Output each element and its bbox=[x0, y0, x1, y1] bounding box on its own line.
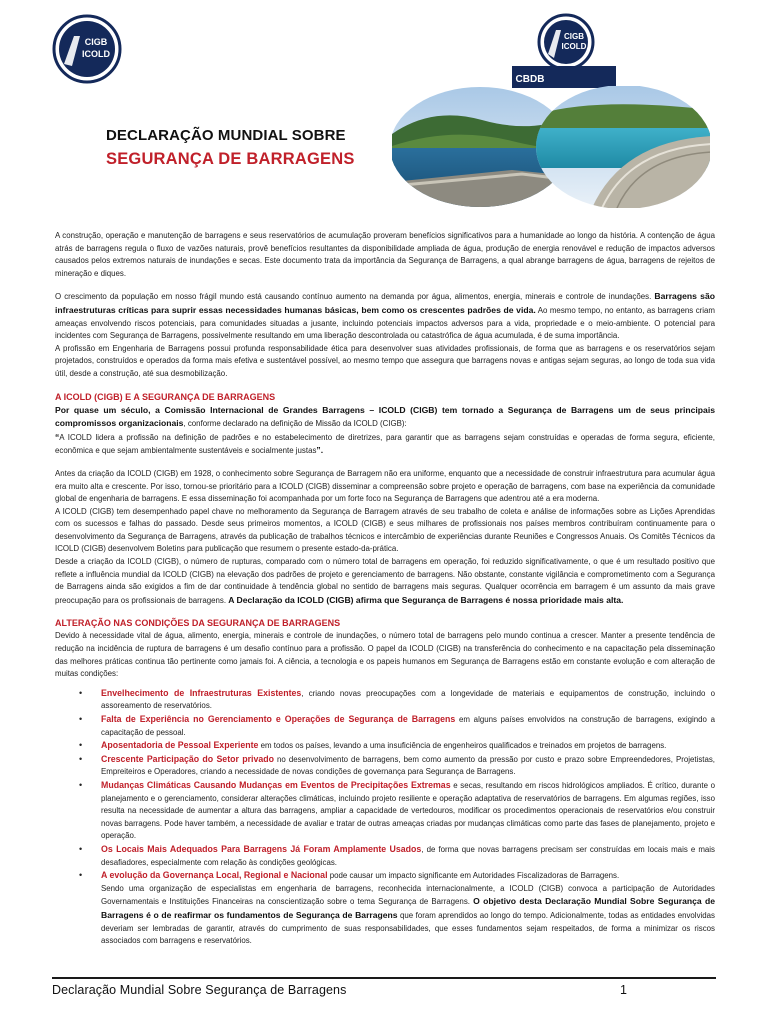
section1-lead-bold: Por quase um século, a Comissão Internacional de Grandes Barragens – ICOLD (CIGB) tem tornado a Segurança de Barragens um de seus principais compromissos organizacionais bbox=[55, 404, 715, 429]
logo-text-cigb: CIGB bbox=[564, 32, 584, 41]
intro-paragraph-2 bbox=[55, 290, 715, 342]
list-item-text: em todos os países, levando a uma insuficiência de engenheiros qualificados e treinados em projetos de barragens. bbox=[258, 741, 667, 751]
document-body bbox=[55, 230, 715, 948]
list-item bbox=[55, 869, 715, 883]
section1-lead bbox=[55, 404, 715, 431]
list-item-text: pode causar um impacto significante em Autoridades Fiscalizadoras de Barragens. bbox=[327, 871, 620, 881]
list-item-title: Falta de Experiência no Gerenciamento e Operações de Segurança de Barragens bbox=[101, 714, 456, 724]
list-item-title: Mudanças Climáticas Causando Mudanças em Eventos de Precipitações Extremas bbox=[101, 779, 451, 790]
logo-text-cigb: CIGB bbox=[84, 37, 108, 47]
section1-p4-start: Desde a criação da ICOLD (CIGB), o número de rupturas, comparado com o número total de barragens em operação, foi reduzido significativamente, o que é um resultado positivo que reflete a influência mundial da ICOLD (CIGB) na elevação dos padrões de projeto e gerenciamento de barragens. Não obstante, constante vigilância e comprometimento com a Segurança de Barragens ainda são exigidos a fim de dar continuidade à tendência global no sentido de barragens mais seguras. Qualquer ocorrência em barragem é um assunto da mais grave preocupação para os profissionais de barragens. bbox=[55, 557, 715, 605]
list-item-text: , criando novas preocupações com a longevidade de materiais e equipamentos de construção, incluindo o assoreamento de reservatórios. bbox=[101, 688, 716, 711]
bullet-icon: • bbox=[79, 714, 83, 724]
bullet-icon: • bbox=[79, 740, 83, 751]
section1-paragraph-3: A ICOLD (CIGB) tem desempenhado papel chave no melhoramento da Segurança de Barragem através de seu trabalho de coleta e análise de informações sobre as Lições Aprendidas com os sucessos e falhas do passado. Desde seus primeiros momentos, a ICOLD (CIGB) e seus milhares de profissionais nos países membros contribuíram continuamente para o desenvolvimento da Segurança de Barragens, através da publicação de trabalhos técnicos e intercâmbio de experiências durante Reuniões e Congressos Anuais. Os Comitês Técnicos da ICOLD (CIGB) desenvolvem Boletins para publicação que resumem o presente estado-da-prática. bbox=[55, 506, 715, 554]
list-item bbox=[55, 713, 715, 739]
bullet-icon: • bbox=[79, 779, 83, 790]
bullet-icon: • bbox=[79, 687, 83, 698]
dam-photo-illustration bbox=[392, 86, 710, 208]
quote-close-mark: ”. bbox=[316, 445, 324, 456]
list-item bbox=[55, 843, 715, 869]
footer-title: Declaração Mundial Sobre Segurança de Barragens bbox=[52, 983, 347, 997]
intro-p2-start: O crescimento da população em nosso frágil mundo está causando contínuo aumento na demanda por água, alimentos, energia, minerais e controle de inundações. bbox=[55, 292, 655, 302]
list-item-title: Os Locais Mais Adequados Para Barragens Já Foram Amplamente Usados bbox=[101, 843, 422, 854]
list-item-title: Aposentadoria de Pessoal Experiente bbox=[101, 740, 259, 751]
section1-p4-emphasis: A Declaração da ICOLD (CIGB) afirma que Segurança de Barragens é nossa prioridade mais alta. bbox=[228, 594, 624, 605]
section2-intro: Devido à necessidade vital de água, alimento, energia, minerais e controle de inundações, o número total de barragens pelo mundo continua a crescer. Manter a presente tendência de redução na incidência de ruptura de barragens é um desafio contínuo para a profissão. O papel da ICOLD (CIGB) na transferência do conhecimento e na capacitação pela disseminação das melhores práticas continua tão pertinente como jamais foi. A ciência, a tecnologia e os papeis humanos em Segurança de Barragens estão em constante evolução e com alteração de muitas condições: bbox=[55, 631, 715, 679]
list-item bbox=[55, 753, 715, 779]
bullet-icon: • bbox=[79, 843, 83, 854]
list-item-text: no desenvolvimento de barragens, bem como aumento da pressão por custo e prazo sobre Empreendedores, Projetistas, Empreiteiros e Operadores, criando a necessidade de novas condições de governança para Segurança de Barragens. bbox=[101, 754, 715, 777]
cbdb-logo-right bbox=[508, 12, 618, 92]
intro-p2-emphasis: Barragens são infraestruturas críticas para suprir essas necessidades humanas básicas, bem como os crescentes padrões de vida. bbox=[55, 291, 715, 315]
conditions-list bbox=[55, 687, 715, 883]
logo-text-icold: ICOLD bbox=[561, 42, 587, 51]
logo-text-cbdb: CBDB bbox=[515, 74, 545, 85]
section-title-conditions: ALTERAÇÃO NAS CONDIÇÕES DA SEGURANÇA DE BARRAGENS bbox=[55, 618, 341, 629]
bullet-icon: • bbox=[79, 753, 83, 764]
icold-logo-left bbox=[52, 14, 122, 84]
list-item-text: em alguns países envolvidos na construção de barragens, exigindo a capacitação de pessoal. bbox=[101, 715, 715, 737]
list-item bbox=[55, 779, 715, 843]
list-item-title: Crescente Participação do Setor privado bbox=[101, 753, 274, 764]
intro-paragraph-3: A profissão em Engenharia de Barragens possui profunda responsabilidade ética para desenvolver suas atividades profissionais, de forma que as barragens e os reservatórios sejam projetados, construídos e operados da forma mais efetiva e sustentável possível, ao mesmo tempo que assegura que barragens novas e antigas sejam seguras, ao longo de toda sua vida útil, desde a construção, até sua desmobilização. bbox=[55, 343, 715, 378]
intro-paragraph-1: A construção, operação e manutenção de barragens e seus reservatórios de acumulação proveram benefícios significativos para a humanidade ao longo da história. A contenção de água atrás de barragens regula o fluxo de vazões naturais, provê benefícios resultantes da disponibilidade ampliada de água, produção de energia renovável e redução de impactos adversos causados pelos extremos naturais de inundações e secas. Este documento trata da importância da Segurança de Barragens, a qual abrange barragens de água, barragens de rejeitos de mineração e diques. bbox=[55, 231, 715, 278]
closing-start: Sendo uma organização de especialistas em engenharia de barragens, reconhecida internacionalmente, a ICOLD (CIGB) convoca a participação de Autoridades Governamentais e Instituições Financeiras na conscientização sobre o tema Segurança de Barragens. bbox=[101, 883, 715, 907]
section1-paragraph-2: Antes da criação da ICOLD (CIGB) em 1928, o conhecimento sobre Segurança de Barragem não era uniforme, enquanto que a necessidade de construir infraestrutura para acumular água era muito alta e crescente. Por isso, tornou-se prioritário para a ICOLD (CIGB) disseminar a compreensão sobre projeto e operação de barragens, com base na experiência da comunidade global de engenharia de barragens. E essa disseminação foi acompanhada por um forte foco na Segurança de Barragens que adentrou até a era moderna. bbox=[55, 468, 715, 504]
mission-quote bbox=[55, 431, 715, 458]
section1-paragraph-4 bbox=[55, 556, 715, 607]
section2-closing bbox=[55, 883, 715, 948]
section-title-icold: A ICOLD (CIGB) E A SEGURANÇA DE BARRAGENS bbox=[55, 391, 276, 402]
section1-lead-end: , conforme declarado na definição de Missão da ICOLD (CIGB): bbox=[183, 419, 407, 429]
list-item-text: , de forma que novas barragens precisam ser construídas em locais mais e mais desafiadores, especialmente com relação às condições geológicas. bbox=[101, 844, 716, 867]
list-item-title: A evolução da Governança Local, Regional e Nacional bbox=[101, 870, 328, 881]
list-item-text: e secas, resultando em riscos hidrológicos ampliados. É crítico, durante o planejamento e o gerenciamento, considerar alterações climáticas, incluindo projeto resiliente e operação adaptativa de reservatórios de barragens. Em algumas regiões, isso resulta na necessidade de aumentar a altura das barragens, ampliar a capacidade de vertedouros, modificar os procedimentos operacionais de reservatórios e/ou construir novas barragens. Pode haver também, a necessidade de avaliar e tratar de outras ameaças criadas por mudanças climáticas como parte das fases de planejamento, projeto e operação. bbox=[101, 780, 715, 841]
document-title-line1: DECLARAÇÃO MUNDIAL SOBRE bbox=[106, 127, 346, 144]
document-title-line2: SEGURANÇA DE BARRAGENS bbox=[106, 150, 355, 168]
closing-emphasis: O objetivo desta Declaração Mundial Sobre Segurança de Barragens é o de reafirmar os fundamentos de Segurança de Barragens bbox=[101, 896, 715, 920]
list-item-title: Envelhecimento de Infraestruturas Existentes bbox=[101, 687, 302, 698]
bullet-icon: • bbox=[79, 870, 83, 881]
intro-p2-end: Ao mesmo tempo, no entanto, as barragens criam ameaças envolvendo riscos potenciais, para comunidades situadas a jusante, incluindo potenciais impactos adversos para a vida, propriedade e o meio-ambiente. O potencial para incidentes com Segurança de Barragens, possivelmente resultando em uma liberação descontrolada ou catastrófica de água acumulada, é de suma importância. bbox=[55, 305, 715, 341]
footer-divider bbox=[52, 977, 716, 979]
closing-end: que foram aprendidos ao longo do tempo. Adicionalmente, todas as entidades envolvidas deveriam ser lembradas de garantir, através do cumprimento de suas responsabilidades, que esses fundamentos sejam respeitados, de forma a minimizar os riscos associados com barragens e reservatórios. bbox=[101, 910, 715, 946]
list-item bbox=[55, 687, 715, 713]
page-number: 1 bbox=[620, 983, 627, 997]
list-item bbox=[55, 739, 715, 753]
mission-quote-text: A ICOLD lidera a profissão na definição de padrões e no estabelecimento de diretrizes, para garantir que as barragens sejam construídas e operadas de forma segura, eficiente, econômica e que sejam ambientalmente sustentáveis e socialmente justas bbox=[55, 432, 715, 456]
quote-open-mark: “ bbox=[55, 431, 60, 442]
logo-text-icold: ICOLD bbox=[82, 49, 110, 59]
